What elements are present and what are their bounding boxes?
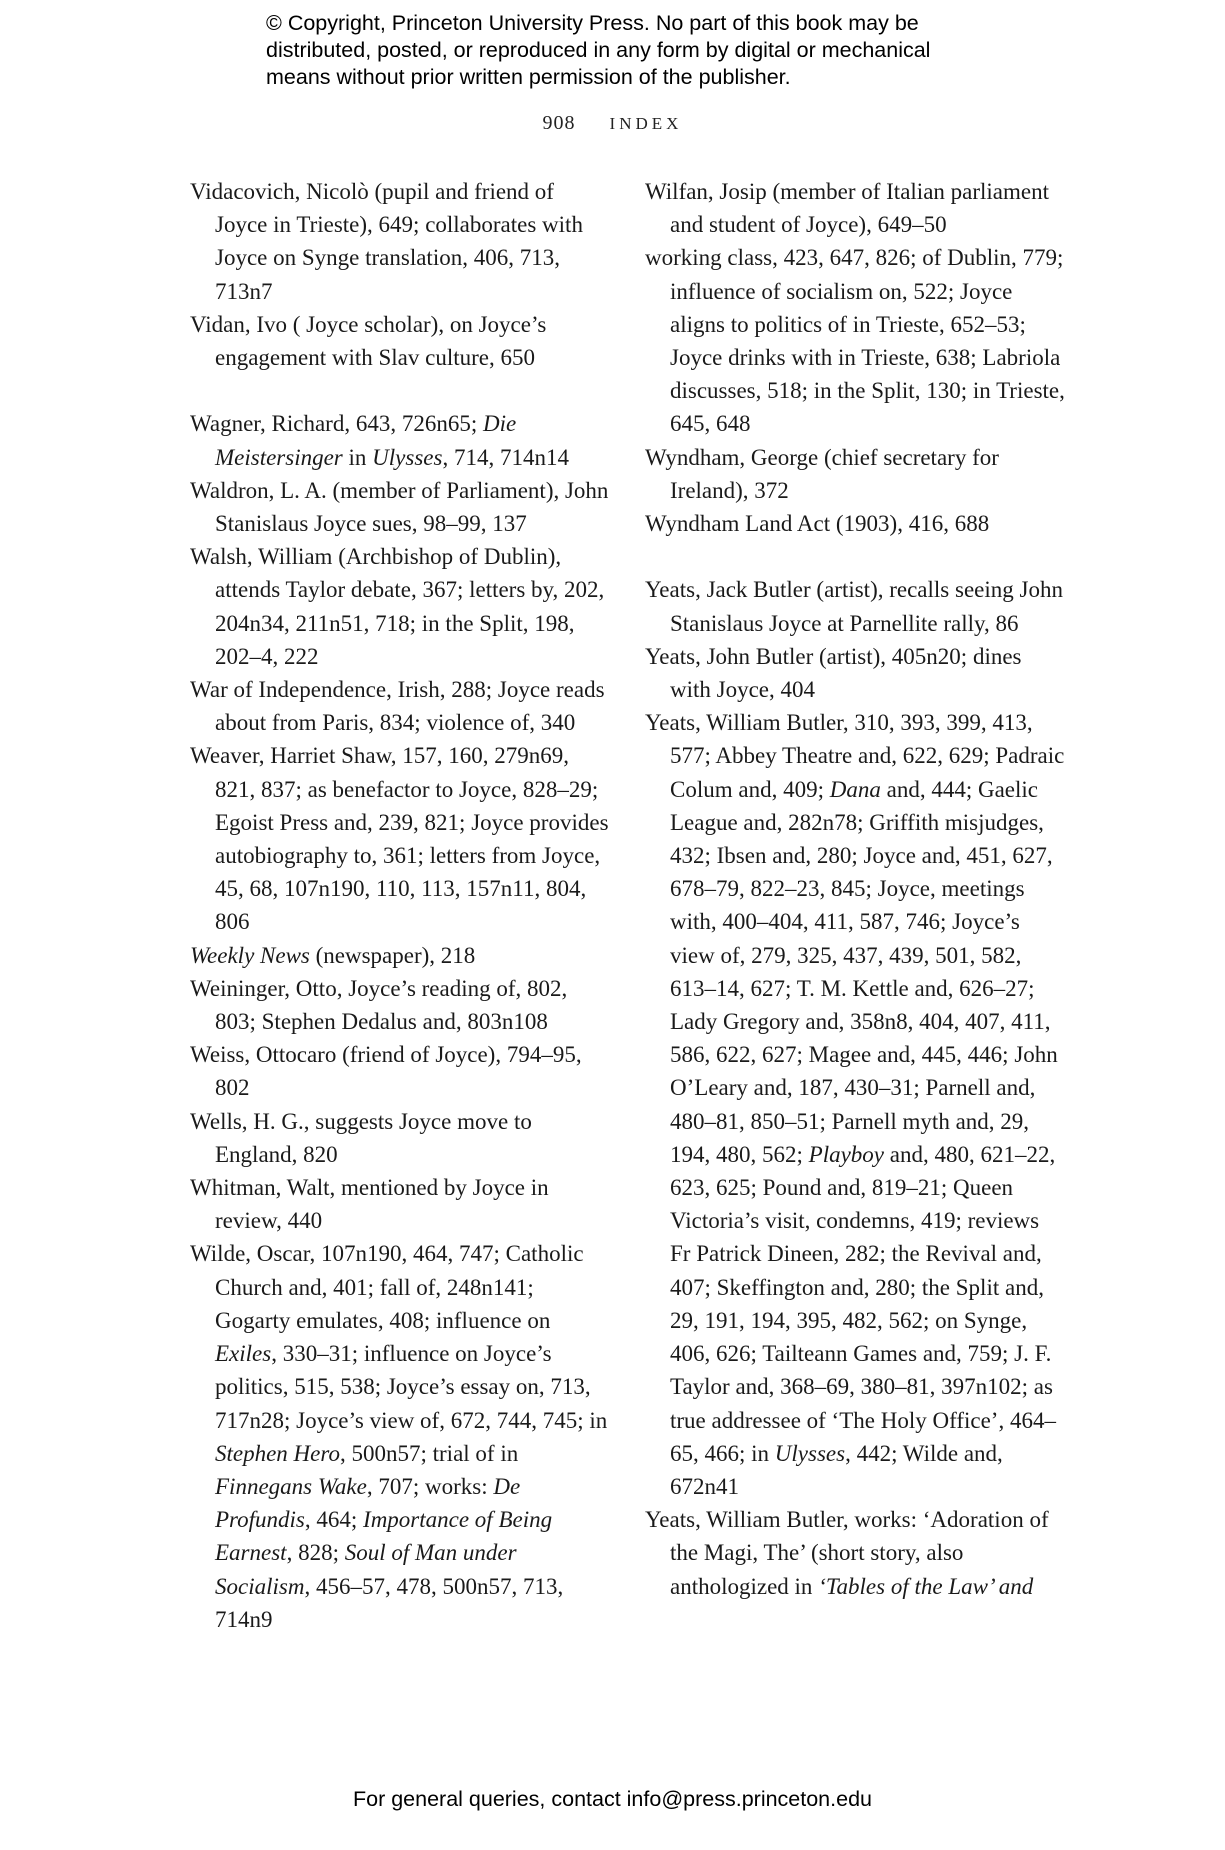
running-head: INDEX	[609, 114, 683, 133]
index-entry	[645, 175, 1065, 241]
index-entry	[190, 1105, 610, 1171]
index-entry-text: Wagner, Richard, 643, 726n65;	[190, 411, 483, 437]
index-entry-italic: ‘Tables of the Law’ and	[818, 1573, 1034, 1599]
index-entry-italic: Importance of Being Earnest	[215, 1507, 553, 1566]
index-entry	[190, 939, 610, 972]
index-entry-text: Wyndham Land Act (1903), 416, 688	[645, 511, 990, 537]
index-entry-italic: Die Meistersinger	[215, 411, 517, 470]
index-entry-text: (newspaper), 218	[309, 942, 476, 968]
index-entry	[645, 241, 1065, 440]
index-entry-text: Wilde, Oscar, 107n190, 464, 747; Catholic Church and, 401; fall of, 248n141; Gogarty emulates, 408; influence on	[190, 1241, 584, 1333]
index-entry-italic: Ulysses	[774, 1440, 846, 1466]
index-entry-text: Wilfan, Josip (member of Italian parliament and student of Joyce), 649–50	[645, 179, 1049, 238]
running-header	[0, 112, 1225, 135]
index-entry-text: , 442; Wilde and, 672n41	[670, 1440, 1003, 1499]
index-entry	[190, 308, 610, 374]
index-entry	[645, 441, 1065, 507]
index-entry-text: Waldron, L. A. (member of Parliament), John Stanislaus Joyce sues, 98–99, 137	[190, 477, 609, 537]
index-entry-italic: Ulysses	[372, 444, 443, 470]
index-column-right	[645, 175, 1065, 1603]
index-entry-italic: Exiles	[215, 1341, 272, 1367]
index-entry-italic: Dana	[829, 776, 881, 802]
index-entry-text: Wells, H. G., suggests Joyce move to England, 820	[190, 1108, 532, 1167]
index-entry	[190, 673, 610, 739]
index-entry-text: Yeats, Jack Butler (artist), recalls seeing John Stanislaus Joyce at Parnellite rally, 86	[645, 577, 1063, 636]
index-entry-text: Walsh, William (Archbishop of Dublin), attends Taylor debate, 367; letters by, 202, 204n34, 211n51, 718; in the Split, 198, 202–4, 222	[190, 544, 605, 669]
index-entry-text: , 828;	[286, 1540, 345, 1566]
index-entry	[190, 739, 610, 938]
footer-contact: For general queries, contact info@press.princeton.edu	[352, 1787, 872, 1811]
index-entry-text: Vidan, Ivo ( Joyce scholar), on Joyce’s engagement with Slav culture, 650	[190, 311, 547, 371]
index-entry	[190, 407, 610, 473]
index-entry-text: War of Independence, Irish, 288; Joyce reads about from Paris, 834; violence of, 340	[190, 677, 605, 736]
index-entry-text: working class, 423, 647, 826; of Dublin, 779; influence of socialism on, 522; Joyce aligns to politics of in Trieste, 652–53; Joyce drinks with in Trieste, 638; Labriola discusses, 518; in the Split, 130; in Trieste, 645, 648	[645, 245, 1065, 437]
copyright-line: means without prior written permission of the publisher.	[266, 65, 791, 89]
index-entry	[190, 972, 610, 1038]
index-entry	[190, 1171, 610, 1237]
index-entry-italic: Weekly News	[190, 942, 310, 968]
index-entry	[190, 1237, 610, 1635]
index-entry	[190, 175, 610, 308]
index-entry-italic: Playboy	[808, 1141, 884, 1167]
index-entry-text: Wyndham, George (chief secretary for Ireland), 372	[645, 444, 999, 503]
index-entry-italic: De Profundis	[215, 1473, 521, 1533]
index-entry-italic: Soul of Man under Socialism	[215, 1540, 517, 1599]
index-entry-text: Weininger, Otto, Joyce’s reading of, 802, 803; Stephen Dedalus and, 803n108	[190, 975, 568, 1035]
index-entry-text: and, 444; Gaelic League and, 282n78; Griffith misjudges, 432; Ibsen and, 280; Joyce and, 451, 627, 678–79, 822–23, 845; Joyce, meetings with, 400–404, 411, 587, 746; Joyce’s view of, 279, 325, 437, 439, 501, 582, 613–14, 627; T. M. Kettle and, 626–27; Lady Gregory and, 358n8, 404, 407, 411, 586, 622, 627; Magee and, 445, 446; John O’Leary and, 187, 430–31; Parnell and, 480–81, 850–51; Parnell myth and, 29, 194, 480, 562;	[670, 776, 1058, 1167]
index-entry-text: Yeats, William Butler, 310, 393, 399, 413, 577; Abbey Theatre and, 622, 629; Padraic Colum and, 409;	[645, 710, 1065, 802]
index-entry-text: , 500n57; trial of in	[339, 1440, 519, 1466]
index-entry-text: , 714, 714n14	[442, 444, 569, 470]
index-entry-text: Yeats, John Butler (artist), 405n20; dines with Joyce, 404	[645, 643, 1022, 703]
index-entry	[645, 706, 1065, 1503]
index-column-left	[190, 175, 610, 1636]
index-entry	[190, 1038, 610, 1104]
index-entry	[645, 640, 1065, 706]
index-entry	[645, 573, 1065, 639]
index-entry-italic: Stephen Hero	[215, 1440, 340, 1466]
index-entry	[645, 1503, 1065, 1603]
index-entry-text: Weaver, Harriet Shaw, 157, 160, 279n69, 821, 837; as benefactor to Joyce, 828–29; Egoist Press and, 239, 821; Joyce provides autobiography to, 361; letters from Joyce, 45, 68, 107n190, 110, 113, 157n11, 804, 806	[190, 743, 609, 935]
index-entry	[190, 540, 610, 673]
index-entry-text: , 707; works:	[366, 1473, 494, 1499]
copyright-notice	[266, 10, 1026, 91]
index-entry	[190, 474, 610, 540]
index-entry-text: in	[342, 444, 373, 470]
copyright-line: distributed, posted, or reproduced in any form by digital or mechanical	[266, 38, 931, 62]
copyright-line: © Copyright, Princeton University Press. No part of this book may be	[266, 11, 919, 35]
index-entry-text: , 456–57, 478, 500n57, 713, 714n9	[215, 1573, 564, 1632]
index-entry-italic: Finnegans Wake	[215, 1473, 367, 1499]
index-entry-text: Vidacovich, Nicolò (pupil and friend of Joyce in Trieste), 649; collaborates with Joyce on Synge translation, 406, 713, 713n7	[190, 179, 583, 304]
index-entry-text: and, 480, 621–22, 623, 625; Pound and, 819–21; Queen Victoria’s visit, condemns, 419; reviews Fr Patrick Dineen, 282; the Revival and, 407; Skeffington and, 280; the Split and, 29, 191, 194, 395, 482, 562; on Synge, 406, 626; Tailteann Games and, 759; J. F. Taylor and, 368–69, 380–81, 397n102; as true addressee of ‘The Holy Office’, 464–65, 466; in	[670, 1141, 1056, 1466]
index-entry-text: , 464;	[304, 1507, 364, 1533]
index-entry-text: , 330–31; influence on Joyce’s politics, 515, 538; Joyce’s essay on, 713, 717n28; Joyce’s view of, 672, 744, 745; in	[215, 1341, 608, 1433]
index-entry-text: Weiss, Ottocaro (friend of Joyce), 794–95, 802	[190, 1042, 582, 1101]
index-entry	[645, 507, 1065, 540]
page-number: 908	[542, 112, 576, 134]
index-entry-text: Yeats, William Butler, works: ‘Adoration of the Magi, The’ (short story, also anthologized in	[645, 1507, 1049, 1599]
index-entry-text: Whitman, Walt, mentioned by Joyce in review, 440	[190, 1175, 549, 1234]
